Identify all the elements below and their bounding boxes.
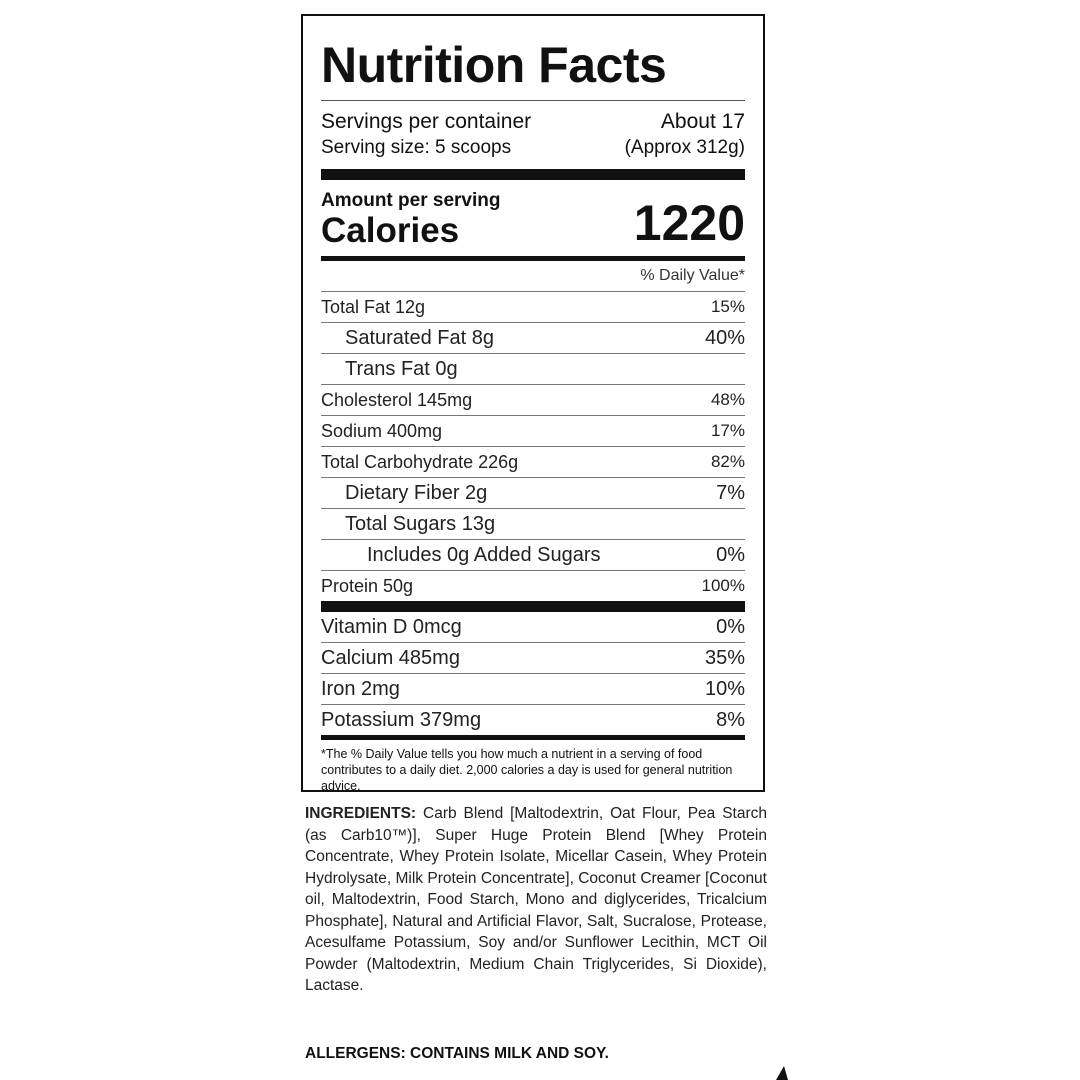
- vitamin-row-calcium: [321, 642, 745, 673]
- nutrient-name: Protein 50g: [321, 575, 414, 596]
- calories-left: [321, 190, 500, 250]
- calories-section: [321, 180, 745, 256]
- thick-divider: [321, 169, 745, 180]
- nutrient-row-dietary-fiber: [321, 477, 745, 508]
- nutrition-facts-panel: [301, 14, 765, 792]
- vitamin-list: [321, 612, 745, 735]
- nutrient-name: Includes 0g Added Sugars: [367, 543, 601, 566]
- serving-size-label: Serving size: 5 scoops: [321, 137, 512, 158]
- nutrient-dv: 7%: [716, 481, 745, 504]
- nutrient-name: Total Carbohydrate 226g: [321, 451, 519, 472]
- nutrient-name: Total Fat 12g: [321, 296, 426, 317]
- nutrient-row-added-sugars: [321, 539, 745, 570]
- nutrient-row-trans-fat: [321, 353, 745, 384]
- vitamin-row-vitamin-d: [321, 612, 745, 642]
- vitamin-row-iron: [321, 673, 745, 704]
- daily-value-header: % Daily Value*: [640, 267, 745, 284]
- corner-mark: [776, 1066, 788, 1080]
- nutrient-name: Trans Fat 0g: [345, 357, 458, 380]
- ingredients-text: Carb Blend [Maltodextrin, Oat Flour, Pea Starch (as Carb10™)], Super Huge Protein Blend [Whey Protein Concentrate, Whey Protein Isolate, Micellar Casein, Whey Protein Hydrolysate, Milk Protein Concentrate], Coconut Creamer [Coconut oil, Maltodextrin, Food Starch, Mono and diglycerides, Tricalcium Phosphate], Natural and Artificial Flavor, Salt, Sucralose, Protease, Acesulfame Potassium, Soy and/or Sunflower Lecithin, MCT Oil Powder (Maltodextrin, Medium Chain Triglycerides, Si Dioxide), Lactase.: [305, 805, 767, 994]
- nutrient-name: Sodium 400mg: [321, 420, 443, 441]
- nutrient-dv: 15%: [710, 297, 745, 316]
- serving-size-row: [321, 135, 745, 161]
- nutrient-row-sodium: [321, 415, 745, 446]
- daily-value-footnote: *The % Daily Value tells you how much a nutrient in a serving of food contributes to a daily diet. 2,000 calories a day is used for general nutrition advice.: [321, 747, 733, 793]
- nutrient-name: Dietary Fiber 2g: [345, 481, 488, 504]
- nutrient-dv: 48%: [710, 390, 745, 409]
- nutrient-list: [321, 291, 745, 601]
- vitamin-name: Potassium 379mg: [321, 708, 482, 731]
- vitamin-dv: 8%: [716, 708, 745, 731]
- vitamin-dv: 35%: [704, 646, 745, 669]
- nutrient-name: Saturated Fat 8g: [345, 326, 494, 349]
- calories-value: 1220: [633, 195, 745, 251]
- allergens-statement: ALLERGENS: CONTAINS MILK AND SOY.: [305, 1045, 609, 1062]
- serving-size-value: (Approx 312g): [624, 137, 745, 158]
- nutrient-name: Cholesterol 145mg: [321, 389, 473, 410]
- nutrient-row-protein: [321, 570, 745, 601]
- nutrient-row-total-carbohydrate: [321, 446, 745, 477]
- vitamin-dv: 10%: [704, 677, 745, 700]
- nutrient-row-total-fat: [321, 291, 745, 322]
- nutrient-dv: 40%: [704, 326, 745, 349]
- nutrient-dv: 100%: [701, 576, 745, 595]
- thick-divider: [321, 601, 745, 612]
- servings-per-container-row: [321, 109, 745, 135]
- servings-per-container-label: Servings per container: [321, 110, 532, 133]
- vitamin-name: Iron 2mg: [321, 677, 400, 700]
- vitamin-dv: 0%: [716, 615, 745, 638]
- nutrient-row-cholesterol: [321, 384, 745, 415]
- vitamin-name: Vitamin D 0mcg: [321, 615, 462, 638]
- servings-per-container-value: About 17: [660, 110, 745, 133]
- nutrient-row-total-sugars: [321, 508, 745, 539]
- nutrient-dv: 0%: [716, 543, 745, 566]
- vitamin-name: Calcium 485mg: [321, 646, 460, 669]
- nutrient-dv: 17%: [710, 421, 745, 440]
- ingredients-block: [305, 803, 767, 997]
- label-title: Nutrition Facts: [321, 37, 667, 93]
- ingredients-heading: INGREDIENTS:: [305, 805, 417, 822]
- nutrient-row-saturated-fat: [321, 322, 745, 353]
- calories-label: Calories: [321, 211, 460, 250]
- nutrient-dv: 82%: [710, 452, 745, 471]
- amount-per-serving: Amount per serving: [321, 190, 501, 211]
- nutrient-name: Total Sugars 13g: [345, 512, 496, 535]
- vitamin-row-potassium: [321, 704, 745, 735]
- servings-section: [321, 101, 745, 169]
